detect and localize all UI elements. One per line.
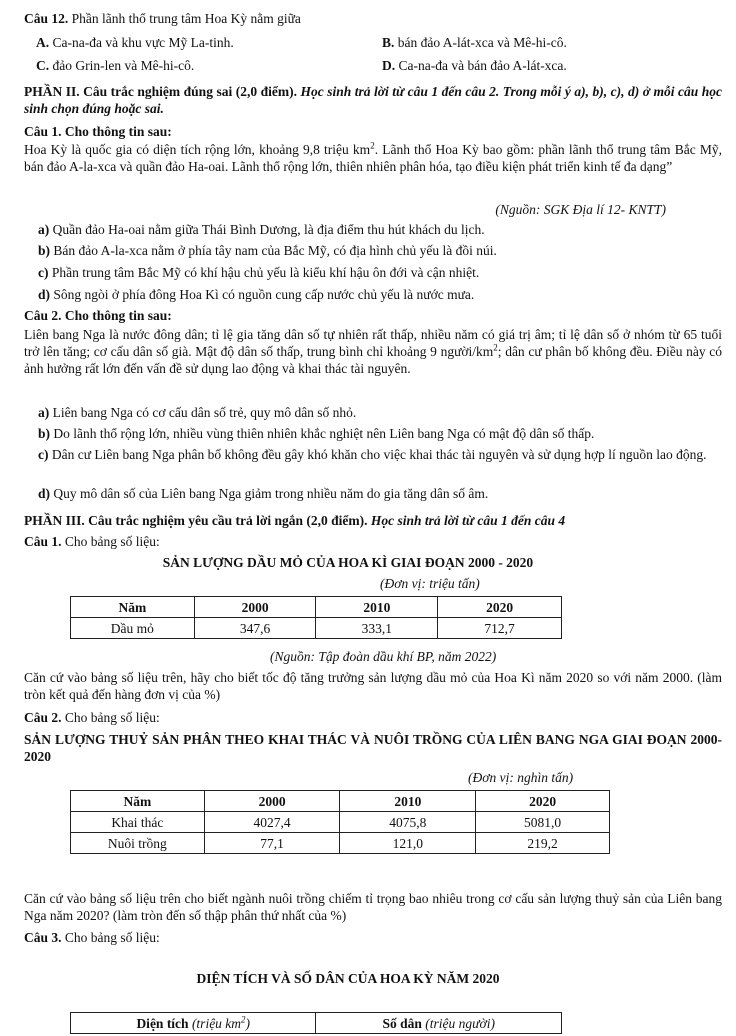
part3-heading	[24, 512, 722, 529]
p3-q2-unit: (Đơn vị: nghìn tấn)	[468, 770, 574, 785]
p3-q1-lead: Câu 1. Cho bảng số liệu:	[24, 534, 160, 549]
p2-q1-label: Câu 1. Cho thông tin sau:	[24, 124, 172, 139]
p3-q3-table	[70, 1012, 562, 1034]
table-cell: 4027,4	[204, 812, 340, 833]
table-header-row	[71, 1013, 562, 1034]
p2-q2-label: Câu 2. Cho thông tin sau:	[24, 308, 172, 323]
table-header-cell-population: Số dân (triệu người)	[316, 1013, 562, 1034]
table-cell: 77,1	[204, 833, 340, 854]
table-cell: Nuôi trồng	[71, 833, 205, 854]
p3-q2-question: Căn cứ vào bảng số liệu trên cho biết ngành nuôi trồng chiếm tỉ trọng bao nhiêu trong cơ cấu sản lượng thuỷ sản của Liên bang Nga năm 2020? (làm tròn đến số thập phân thứ nhất của %)	[24, 891, 722, 923]
p3-q3-table-title: DIỆN TÍCH VÀ SỐ DÂN CỦA HOA KỲ NĂM 2020	[196, 971, 500, 986]
q12-options-row-1	[36, 34, 722, 51]
table-cell: 4075,8	[340, 812, 476, 833]
table-row	[71, 833, 610, 854]
p3-q2-table-title: SẢN LƯỢNG THUỶ SẢN PHÂN THEO KHAI THÁC VÀ NUÔI TRỒNG CỦA LIÊN BANG NGA GIAI ĐOẠN 2000-2020	[24, 732, 722, 764]
p2-q1-source: (Nguồn: SGK Địa lí 12- KNTT)	[495, 202, 666, 217]
p2-q1-item-c[interactable]: c) Phần trung tâm Bắc Mỹ có khí hậu chủ yếu là kiểu khí hậu ôn đới và cận nhiệt.	[38, 265, 480, 280]
table-cell: 712,7	[438, 618, 562, 639]
part2-heading	[24, 83, 722, 117]
p2-q1-item-d[interactable]: d) Sông ngòi ở phía đông Hoa Kì có nguồn cung cấp nước chủ yếu là nước mưa.	[38, 287, 475, 302]
q12-option-c[interactable]: C. đảo Grin-len và Mê-hi-cô.	[36, 58, 195, 73]
p2-q2-item-c[interactable]: c) Dân cư Liên bang Nga phân bố không đều gây khó khăn cho việc khai thác tài nguyên và sử dụng hợp lí nguồn lao động.	[38, 447, 707, 462]
p3-q1-table	[70, 596, 562, 639]
table-header-cell: Năm	[71, 597, 195, 618]
part2-title: PHẦN II. Câu trắc nghiệm đúng sai (2,0 điểm).	[24, 84, 297, 99]
p3-q1-unit: (Đơn vị: triệu tấn)	[380, 576, 480, 591]
table-header-cell: 2020	[438, 597, 562, 618]
table-cell: 347,6	[194, 618, 316, 639]
table-header-cell: 2020	[476, 791, 610, 812]
q12-label: Câu 12.	[24, 11, 69, 26]
table-cell: 219,2	[476, 833, 610, 854]
table-header-cell: 2010	[340, 791, 476, 812]
part3-title: PHẦN III. Câu trắc nghiệm yêu cầu trả lời ngắn (2,0 điểm).	[24, 513, 368, 528]
p3-q2-table	[70, 790, 610, 854]
p2-q2-item-a[interactable]: a) Liên bang Nga có cơ cấu dân số trẻ, quy mô dân số nhỏ.	[38, 405, 357, 420]
q12-option-a[interactable]: A. Ca-na-đa và khu vực Mỹ La-tinh.	[36, 35, 234, 50]
p2-q1-item-a[interactable]: a) Quần đảo Ha-oai nằm giữa Thái Bình Dương, là địa điểm thu hút khách du lịch.	[38, 222, 485, 237]
part2-instruction: Học sinh trả lời từ câu 1 đến câu 2. Trong mỗi ý a), b), c), d) ở mỗi câu học sinh chọn đúng hoặc sai.	[24, 84, 723, 116]
table-row	[71, 812, 610, 833]
q12-option-b[interactable]: B. bán đảo A-lát-xca và Mê-hi-cô.	[382, 35, 567, 50]
table-cell: Khai thác	[71, 812, 205, 833]
table-cell: 5081,0	[476, 812, 610, 833]
table-header-cell: Năm	[71, 791, 205, 812]
table-row	[71, 618, 562, 639]
p2-q2-item-d[interactable]: d) Quy mô dân số của Liên bang Nga giảm trong nhiều năm do gia tăng dân số âm.	[38, 486, 489, 501]
p2-q2-item-b[interactable]: b) Do lãnh thổ rộng lớn, nhiều vùng thiên nhiên khắc nghiệt nên Liên bang Nga có mật độ dân số thấp.	[38, 426, 595, 441]
q12-option-d[interactable]: D. Ca-na-đa và bán đảo A-lát-xca.	[382, 58, 567, 73]
q12-options-row-2	[36, 57, 722, 74]
table-header-row	[71, 597, 562, 618]
p3-q1-question: Căn cứ vào bảng số liệu trên, hãy cho biết tốc độ tăng trưởng sản lượng dầu mỏ của Hoa Kì năm 2020 so với năm 2000. (làm tròn kết quả đến hàng đơn vị của %)	[24, 670, 722, 702]
table-cell: 333,1	[316, 618, 438, 639]
p3-q2-lead: Câu 2. Cho bảng số liệu:	[24, 710, 160, 725]
table-header-cell: 2000	[194, 597, 316, 618]
table-header-row	[71, 791, 610, 812]
p2-q1-item-b[interactable]: b) Bán đảo A-la-xca nằm ở phía tây nam của Bắc Mỹ, có địa hình chủ yếu là đồi núi.	[38, 243, 497, 258]
p3-q3-lead: Câu 3. Cho bảng số liệu:	[24, 930, 160, 945]
table-header-cell: 2000	[204, 791, 340, 812]
table-cell: 121,0	[340, 833, 476, 854]
p3-q1-table-title: SẢN LƯỢNG DẦU MỎ CỦA HOA KÌ GIAI ĐOẠN 2000 - 2020	[162, 555, 534, 570]
q12-stem	[24, 10, 722, 27]
part3-instruction: Học sinh trả lời từ câu 1 đến câu 4	[370, 513, 566, 528]
table-cell: Dầu mỏ	[71, 618, 195, 639]
table-header-cell-area: Diện tích (triệu $km^2$)	[71, 1013, 316, 1034]
table-header-cell: 2010	[316, 597, 438, 618]
q12-stem-text: Phần lãnh thổ trung tâm Hoa Kỳ nằm giữa	[71, 11, 301, 26]
p3-q1-source: (Nguồn: Tập đoàn dầu khí BP, năm 2022)	[270, 649, 497, 664]
p2-q2-passage: Liên bang Nga là nước đông dân; tỉ lệ gia tăng dân số tự nhiên rất thấp, nhiều năm có giá trị âm; tỉ lệ dân số ở nhóm từ 65 tuổi trở lên tăng; cơ cấu dân số già. Mật độ dân số thấp, trung bình chỉ khoảng 9 người/$km^2$; dân cư phân bố không đều. Điều này có ảnh hưởng rất lớn đến vấn đề sử dụng lao động và khai thác tài nguyên.	[24, 327, 723, 376]
p2-q1-passage: Hoa Kỳ là quốc gia có diện tích rộng lớn, khoảng 9,8 triệu $km^2$. Lãnh thổ Hoa Kỳ bao gồm: phần lãnh thổ trung tâm Bắc Mỹ, bán đảo A-la-xca và quần đảo Ha-oai. Lãnh thổ rộng lớn, thiên nhiên phân hóa, tạo điều kiện phát triển kinh tế đa dạng”	[24, 140, 722, 174]
